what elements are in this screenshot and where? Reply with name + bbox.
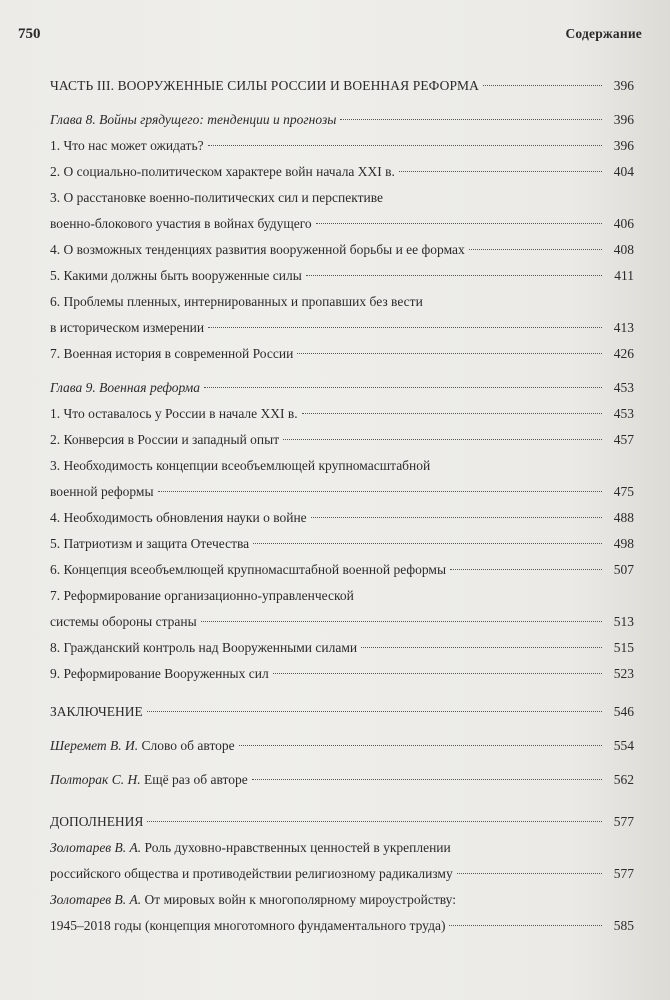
toc-page-number: 396 xyxy=(613,78,634,93)
toc-item[interactable]: 4. Необходимость обновления науки о войне 488 xyxy=(50,510,634,525)
toc-item[interactable]: 7. Реформирование организационно-управленческой системы обороны страны 513 xyxy=(50,588,634,629)
toc-supplements[interactable]: ДОПОЛНЕНИЯ 577 xyxy=(50,814,634,829)
toc-chapter-8[interactable] xyxy=(50,107,634,133)
toc-entry-title: ЧАСТЬ III. ВООРУЖЕННЫЕ СИЛЫ РОССИИ И ВОЕННАЯ РЕФОРМА xyxy=(50,78,480,93)
toc-about-author-2[interactable]: Полторак С. Н. Ещё раз об авторе 562 xyxy=(50,772,634,787)
toc-item[interactable]: 9. Реформирование Вооруженных сил 523 xyxy=(50,666,634,681)
toc-item[interactable]: 2. Конверсия в России и западный опыт 457 xyxy=(50,432,634,447)
toc-entry-title: Глава 9. Военная реформа xyxy=(50,380,200,395)
table-of-contents xyxy=(50,73,634,939)
toc-item[interactable]: 5. Какими должны быть вооруженные силы 411 xyxy=(50,268,634,283)
toc-item[interactable]: 6. Концепция всеобъемлющей крупномасштабной военной реформы 507 xyxy=(50,562,634,577)
toc-item[interactable]: 1. Что оставалось у России в начале XXI в. 453 xyxy=(50,406,634,421)
toc-item[interactable]: Золотарев В. А. От мировых войн к многополярному мироустройству: 1945–2018 годы (концепция многотомного фундаментального труда) 585 xyxy=(50,892,634,933)
toc-item[interactable]: 5. Патриотизм и защита Отечества 498 xyxy=(50,536,634,551)
toc-chapter-9[interactable]: Глава 9. Военная реформа 453 xyxy=(50,375,634,401)
toc-item[interactable]: Золотарев В. А. Роль духовно-нравственных ценностей в укреплении российского общества и противодействии религиозному радикализму 577 xyxy=(50,840,634,881)
toc-page-number: 396 xyxy=(613,112,634,127)
toc-item[interactable]: 3. О расстановке военно-политических сил и перспективе военно-блокового участия в войнах будущего 406 xyxy=(50,190,634,231)
toc-about-author-1[interactable]: Шеремет В. И. Слово об авторе 554 xyxy=(50,738,634,753)
toc-item[interactable]: 2. О социально-политическом характере войн начала XXI в. 404 xyxy=(50,164,634,179)
toc-item[interactable]: 8. Гражданский контроль над Вооруженными силами 515 xyxy=(50,640,634,655)
toc-conclusion[interactable]: ЗАКЛЮЧЕНИЕ 546 xyxy=(50,704,634,719)
toc-part-3[interactable] xyxy=(50,73,634,99)
toc-item[interactable]: 1. Что нас может ожидать? 396 xyxy=(50,138,634,153)
toc-item[interactable]: 3. Необходимость концепции всеобъемлющей крупномасштабной военной реформы 475 xyxy=(50,458,634,499)
toc-item[interactable]: 6. Проблемы пленных, интернированных и пропавших без вести в историческом измерении 413 xyxy=(50,294,634,335)
toc-item[interactable]: 7. Военная история в современной России 426 xyxy=(50,346,634,361)
toc-entry-title: Глава 8. Войны грядущего: тенденции и прогнозы xyxy=(50,112,337,127)
page-number: 750 xyxy=(18,26,41,42)
toc-item[interactable]: 4. О возможных тенденциях развития вооруженной борьбы и ее формах 408 xyxy=(50,242,634,257)
dot-leader xyxy=(483,85,602,86)
page-header xyxy=(18,26,642,46)
running-head: Содержание xyxy=(565,26,642,41)
dot-leader xyxy=(340,119,602,120)
